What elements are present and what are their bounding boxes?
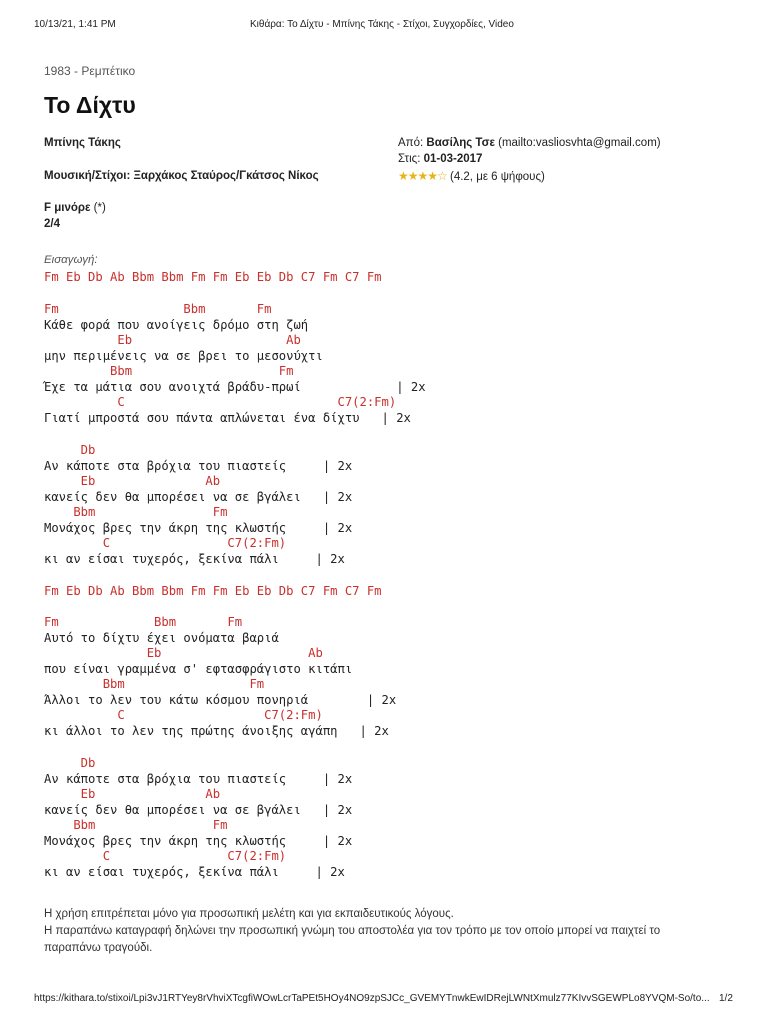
chord-lyric-block (44, 787, 352, 818)
submitter-email[interactable]: (mailto:vasliosvhta@gmail.com) (494, 137, 661, 149)
key-label: F μινόρε (44, 202, 91, 214)
song-credits: Μουσική/Στίχοι: Ξαρχάκος Σταύρος/Γκάτσος Νίκος (44, 170, 319, 182)
lyric-line: Μονάχος βρες την άκρη της κλωστής | 2x (44, 833, 353, 848)
chord-lyric-block (44, 333, 323, 364)
chord-lyric-block (44, 818, 352, 849)
chord-line[interactable]: C C7(2:Fm) (44, 708, 323, 722)
song-meta: 1983 - Ρεμπέτικο (44, 64, 136, 78)
chord-line[interactable]: C C7(2:Fm) (44, 849, 287, 863)
chord-line[interactable]: Eb Ab (44, 333, 301, 347)
lyric-line: Αυτό το δίχτυ έχει ονόματα βαριά (44, 630, 279, 645)
print-datetime: 10/13/21, 1:41 PM (34, 19, 116, 30)
chord-line[interactable]: Db (44, 756, 96, 770)
chord-lyric-block (44, 615, 279, 646)
time-signature: 2/4 (44, 218, 60, 230)
chord-line[interactable]: C C7(2:Fm) (44, 536, 287, 550)
chord-line[interactable]: Fm Bbm Fm (44, 302, 272, 316)
usage-note-line: παραπάνω τραγούδι. (44, 942, 153, 954)
rating (398, 169, 545, 183)
usage-note (44, 906, 724, 957)
artist-name[interactable]: Μπίνης Τάκης (44, 137, 121, 149)
print-page-number: 1/2 (719, 993, 733, 1004)
lyric-line: Μονάχος βρες την άκρη της κλωστής | 2x (44, 520, 353, 535)
chord-lyric-block (44, 474, 352, 505)
submission-date (398, 153, 482, 165)
chord-line[interactable]: Db (44, 443, 96, 457)
rating-text: (4.2, με 6 ψήφους) (446, 171, 545, 183)
print-url: https://kithara.to/stixoi/Lpi3vJ1RTYey8rVhviXTcgfiWOwLcrTaPEt5HOy4NO9zpSJCc_GVEMYTnwkEwIDRejLWNtXmulz77KIvvSGEWPLo8YVQM-So/to... (34, 993, 710, 1004)
lyric-line: Αν κάποτε στα βρόχια του πιαστείς | 2x (44, 771, 353, 786)
chord-line[interactable]: Fm Eb Db Ab Bbm Bbm Fm Fm Eb Eb Db C7 Fm C7 Fm (44, 270, 382, 284)
key-suffix: (*) (90, 202, 106, 214)
chord-lyric-block (44, 677, 396, 708)
lyric-line: Έχε τα μάτια σου ανοιχτά βράδυ-πρωί | 2x (44, 379, 426, 394)
submitter-name[interactable]: Βασίλης Τσε (426, 137, 495, 149)
song-key (44, 202, 106, 214)
chord-line[interactable]: Fm Eb Db Ab Bbm Bbm Fm Fm Eb Eb Db C7 Fm C7 Fm (44, 584, 382, 598)
chord-lyric-block (44, 302, 308, 333)
chord-line[interactable]: Fm Bbm Fm (44, 615, 243, 629)
chord-line[interactable]: Bbm Fm (44, 505, 228, 519)
lyric-line: κι αν είσαι τυχερός, ξεκίνα πάλι | 2x (44, 864, 345, 879)
rating-star-empty-icon[interactable]: ☆ (437, 169, 447, 183)
chord-line[interactable]: Bbm Fm (44, 818, 228, 832)
lyric-line: κανείς δεν θα μπορέσει να σε βγάλει | 2x (44, 489, 353, 504)
chord-line[interactable]: Eb Ab (44, 646, 323, 660)
submitted-by (398, 137, 661, 149)
lyric-line: μην περιμένεις να σε βρει το μεσονύχτι (44, 348, 323, 363)
intro-label: Εισαγωγή: (44, 254, 98, 266)
date-label: Στις: (398, 153, 424, 165)
chord-line[interactable]: Eb Ab (44, 787, 221, 801)
chord-lyric-block (44, 849, 345, 880)
chord-line[interactable]: Bbm Fm (44, 677, 265, 691)
lyric-line: Αν κάποτε στα βρόχια του πιαστείς | 2x (44, 458, 353, 473)
lyric-line: Άλλοι το λεν του κάτω κόσμου πονηριά | 2x (44, 692, 397, 707)
from-label: Από: (398, 137, 427, 149)
chord-lyric-block (44, 756, 352, 787)
chord-line[interactable]: C C7(2:Fm) (44, 395, 397, 409)
usage-note-line: Η χρήση επιτρέπεται μόνο για προσωπική μελέτη και για εκπαιδευτικούς λόγους. (44, 908, 454, 920)
chord-lyric-block (44, 395, 411, 426)
lyric-line: Γιατί μπροστά σου πάντα απλώνεται ένα δίχτυ | 2x (44, 410, 411, 425)
chord-line[interactable]: Eb Ab (44, 474, 221, 488)
chord-progression (44, 584, 382, 600)
lyric-line: κανείς δεν θα μπορέσει να σε βγάλει | 2x (44, 802, 353, 817)
chord-line[interactable]: Bbm Fm (44, 364, 294, 378)
chord-lyric-block (44, 708, 389, 739)
chord-lyric-block (44, 505, 352, 536)
lyric-line: κι άλλοι το λεν της πρώτης άνοιξης αγάπη | 2x (44, 723, 389, 738)
print-page-title: Κιθάρα: Το Δίχτυ - Μπίνης Τάκης - Στίχοι, Συγχορδίες, Video (250, 19, 514, 30)
chord-lyric-block (44, 646, 352, 677)
lyric-line: που είναι γραμμένα σ' εφτασφράγιστο κιτάπι (44, 661, 353, 676)
lyric-line: Κάθε φορά που ανοίγεις δρόμο στη ζωή (44, 317, 309, 332)
lyric-line: κι αν είσαι τυχερός, ξεκίνα πάλι | 2x (44, 551, 345, 566)
chord-lyric-block (44, 536, 345, 567)
usage-note-line: Η παραπάνω καταγραφή δηλώνει την προσωπική γνώμη του αποστολέα για τον τρόπο με τον οποίο μπορεί να παιχτεί το (44, 925, 661, 937)
rating-stars-icon[interactable]: ★★★★ (398, 169, 438, 183)
chord-progression (44, 270, 382, 286)
chord-lyric-block (44, 364, 426, 395)
date-value: 01-03-2017 (423, 153, 483, 165)
song-title: Το Δίχτυ (44, 92, 136, 118)
chord-lyric-block (44, 443, 352, 474)
